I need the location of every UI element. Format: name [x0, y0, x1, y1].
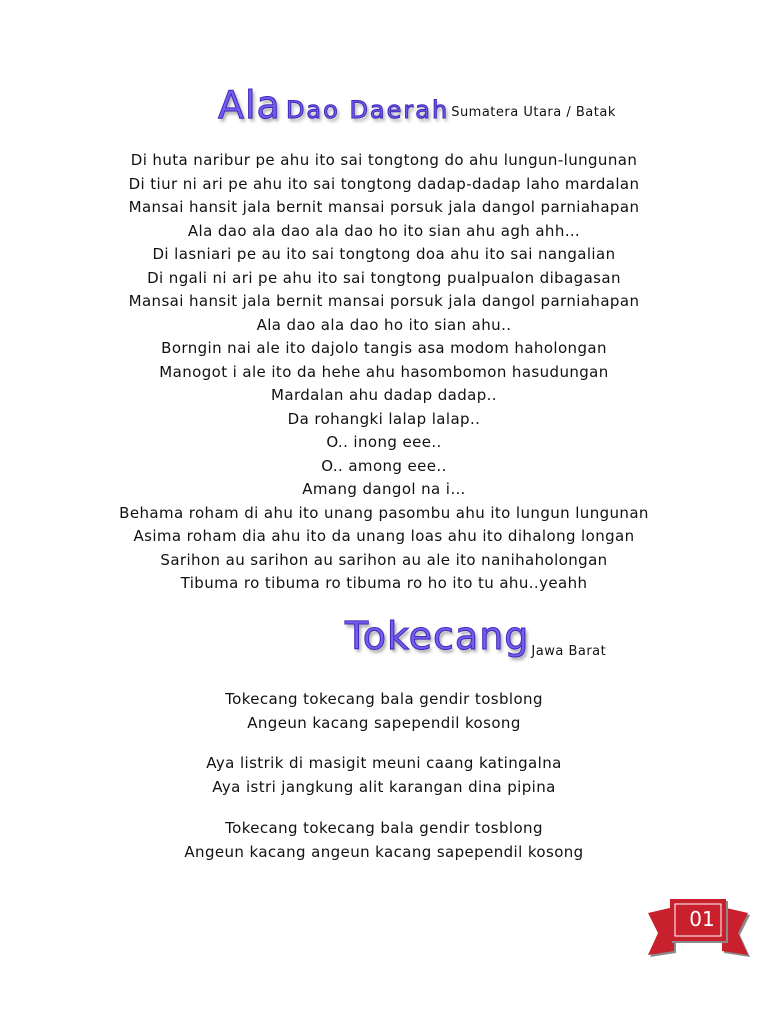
lyric-line: Borngin nai ale ito dajolo tangis asa modom haholongan: [161, 339, 607, 357]
lyric-line: Manogot i ale ito da hehe ahu hasombomon hasudungan: [159, 362, 609, 381]
lyric-line: Di lasniari pe au ito sai tongtong doa ahu ito sai nangalian: [152, 245, 616, 263]
page-number: 01: [689, 907, 715, 931]
lyric-line: Aya istri jangkung alit karangan dina pipina: [212, 777, 556, 796]
song-title-tokecang: [345, 614, 607, 659]
lyric-line: Angeun kacang angeun kacang sapependil kosong: [184, 842, 584, 861]
title-word-ala: Ala: [218, 83, 281, 127]
song-lyrics-ala-dao: [0, 149, 768, 596]
song-title-art: [345, 614, 530, 658]
lyric-line: Mansai hansit jala bernit mansai porsuk jala dangol parniahapan: [128, 198, 640, 216]
lyric-line: Mardalan ahu dadap dadap..: [271, 386, 497, 404]
song-region: Jawa Barat: [531, 644, 607, 659]
lyric-line: Aya listrik di masigit meuni caang katingalna: [206, 754, 562, 772]
lyric-line: Di ngali ni ari pe ahu ito sai tongtong pualpualon dibagasan: [147, 268, 621, 287]
lyric-line: Da rohangki lalap lalap..: [287, 409, 481, 428]
page-number-badge: [644, 895, 756, 965]
lyric-line: Sarihon au sarihon au sarihon au ale ito nanihaholongan: [160, 550, 608, 569]
song-stanza: [0, 752, 768, 799]
lyric-line: O.. among eee..: [321, 456, 447, 475]
lyric-line: Angeun kacang sapependil kosong: [247, 713, 521, 732]
lyric-line: Mansai hansit jala bernit mansai porsuk jala dangol parniahapan: [128, 292, 640, 310]
lyric-line: Ala dao ala dao ho ito sian ahu..: [256, 315, 512, 334]
lyric-line: Di tiur ni ari pe ahu ito sai tongtong dadap-dadap laho mardalan: [128, 174, 640, 193]
lyric-line: Ala dao ala dao ala dao ho ito sian ahu agh ahh…: [187, 221, 581, 240]
lyric-line: Tokecang tokecang bala gendir tosblong: [225, 819, 543, 837]
lyric-line: Tibuma ro tibuma ro tibuma ro ho ito tu ahu..yeahh: [180, 574, 588, 592]
lyric-line: Asima roham dia ahu ito da unang loas ahu ito dihalong longan: [133, 527, 635, 545]
lyric-line: Behama roham di ahu ito unang pasombu ahu ito lungun lungunan: [119, 503, 649, 522]
lyric-line: O.. inong eee..: [326, 433, 442, 451]
title-words-dao-daerah: Dao Daerah: [285, 96, 450, 124]
song-stanza: [0, 688, 768, 735]
lyric-line: Tokecang tokecang bala gendir tosblong: [225, 690, 543, 708]
song-region: Sumatera Utara / Batak: [451, 105, 616, 120]
song-title-ala-dao: [218, 83, 616, 127]
lyric-line: Di huta naribur pe ahu ito sai tongtong do ahu lungun-lungunan: [130, 151, 638, 169]
lyric-line: Amang dangol na i…: [302, 480, 466, 498]
song-title-art: [218, 83, 450, 127]
song-stanza: [0, 817, 768, 864]
title-word-tokecang: Tokecang: [345, 614, 530, 658]
